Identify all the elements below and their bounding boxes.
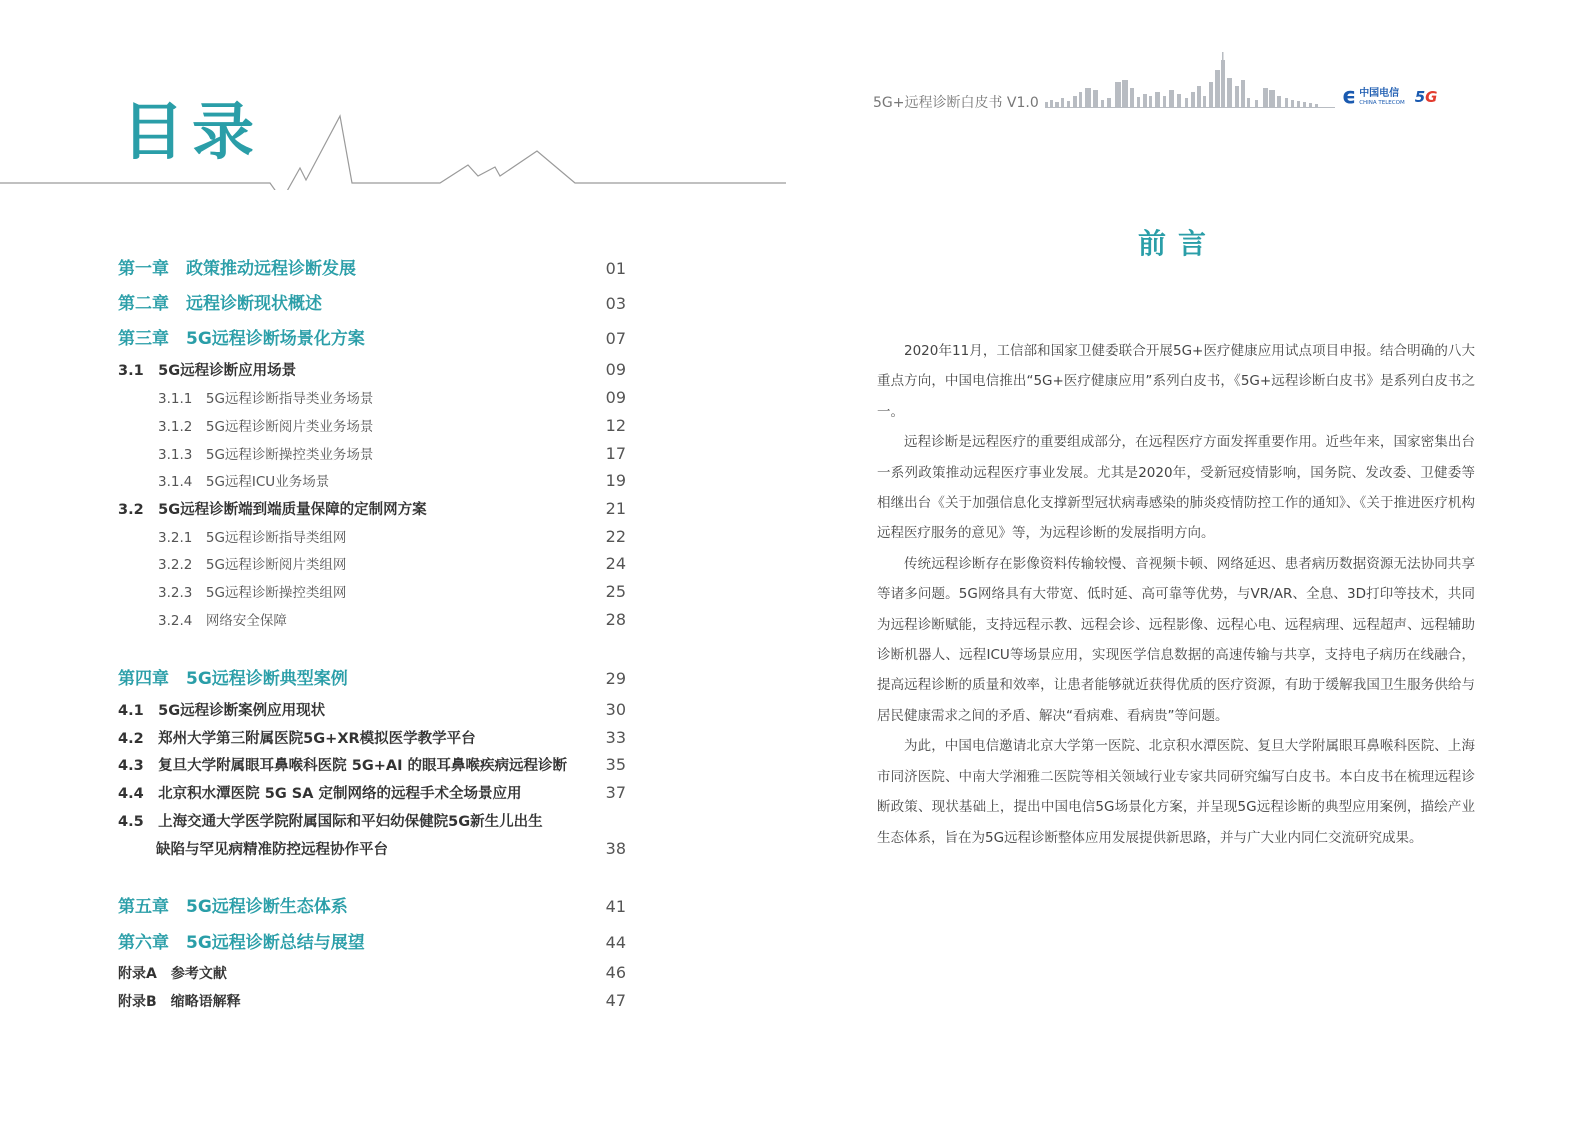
toc-item-label: 3.2.3 5G远程诊断操控类组网: [158, 585, 347, 601]
preface-paragraph-1: 2020年11月，工信部和国家卫健委联合开展5G+医疗健康应用试点项目申报。结合明确的八大重点方向，中国电信推出“5G+医疗健康应用”系列白皮书，《5G+远程诊断白皮书》是系列白皮书之一。: [877, 343, 1475, 420]
telecom-emblem-icon: ϵ: [1342, 84, 1357, 109]
toc-item-label: 3.1.2 5G远程诊断阅片类业务场景: [158, 419, 374, 435]
toc-item-label: 3.1.1 5G远程诊断指导类业务场景: [158, 391, 374, 407]
toc-item-sub-3-2-4[interactable]: [118, 609, 626, 629]
toc-item-chapter-1[interactable]: [118, 254, 626, 279]
toc-item-page: 33: [605, 728, 626, 747]
toc-item-sub-3-1-4[interactable]: [118, 470, 626, 490]
preface-paragraph-2: 远程诊断是远程医疗的重要组成部分，在远程医疗方面发挥重要作用。近些年来，国家密集出台一系列政策推动远程医疗事业发展。尤其是2020年，受新冠疫情影响，国务院、发改委、卫健委等相继出台《关于加强信息化支撑新型冠状病毒感染的肺炎疫情防控工作的通知》、《关于推进医疗机构远程医疗服务的意见》等，为远程诊断的发展指明方向。: [877, 434, 1475, 542]
toc-item-label: 第二章 远程诊断现状概述: [118, 294, 322, 314]
toc-item-chapter-6[interactable]: [118, 928, 626, 953]
toc-item-page: 41: [605, 897, 626, 916]
toc-item-label: 第五章 5G远程诊断生态体系: [118, 897, 348, 917]
toc-title: 目录: [122, 95, 263, 168]
toc-item-label: 4.3 复旦大学附属眼耳鼻喉科医院 5G+AI 的眼耳鼻喉疾病远程诊断: [118, 758, 568, 774]
toc-item-page: 17: [605, 444, 626, 463]
toc-item-page: 12: [605, 416, 626, 435]
toc-item-section-4-2[interactable]: [118, 727, 626, 748]
toc-item-page: 28: [605, 610, 626, 629]
toc-item-page: 21: [605, 499, 626, 518]
toc-item-sub-3-1-2[interactable]: [118, 415, 626, 435]
toc-item-page: 07: [605, 329, 626, 348]
toc-item-section-3-1[interactable]: [118, 359, 626, 380]
toc-item-page: 46: [605, 963, 626, 982]
toc-item-page: 09: [605, 388, 626, 407]
logo-text-en: CHINA TELECOM: [1359, 99, 1405, 106]
toc-item-page: 09: [605, 360, 626, 379]
doc-header-title: 5G+远程诊断白皮书 V1.0: [873, 95, 1039, 111]
china-telecom-logo: [1342, 84, 1472, 110]
toc-item-label: 3.2 5G远程诊断端到端质量保障的定制网方案: [118, 502, 427, 518]
toc-item-appendix-b[interactable]: [118, 991, 626, 1011]
toc-item-label: 4.4 北京积水潭医院 5G SA 定制网络的远程手术全场景应用: [118, 786, 522, 802]
toc-item-label: 4.1 5G远程诊断案例应用现状: [118, 703, 326, 719]
toc-item-label: 第一章 政策推动远程诊断发展: [118, 259, 356, 279]
logo-text: [1359, 88, 1405, 107]
toc-item-section-4-5-cont[interactable]: [118, 838, 626, 859]
toc-item-label: 附录A 参考文献: [118, 966, 227, 982]
toc-item-page: 01: [605, 259, 626, 278]
toc-item-label: 4.5 上海交通大学医学院附属国际和平妇幼保健院5G新生儿出生: [118, 814, 543, 830]
toc-item-label: 3.2.1 5G远程诊断指导类组网: [158, 530, 347, 546]
toc-item-label: 第六章 5G远程诊断总结与展望: [118, 933, 365, 953]
toc-item-sub-3-2-3[interactable]: [118, 581, 626, 601]
logo-g: G: [1425, 88, 1438, 106]
toc-item-chapter-4[interactable]: [118, 664, 626, 689]
toc-item-page: 37: [605, 783, 626, 802]
logo-5g-badge: [1415, 88, 1438, 106]
toc-item-sub-3-1-3[interactable]: [118, 443, 626, 463]
preface-title: 前言: [1138, 227, 1219, 260]
toc-item-page: 29: [605, 669, 626, 688]
toc-item-label: 附录B 缩略语解释: [118, 994, 241, 1010]
toc-item-page: 19: [605, 471, 626, 490]
toc-item-label: 3.2.2 5G远程诊断阅片类组网: [158, 557, 347, 573]
toc-item-page: 38: [605, 839, 626, 858]
toc-item-label: 3.1 5G远程诊断应用场景: [118, 363, 297, 379]
toc-item-page: 47: [605, 991, 626, 1010]
toc-item-section-4-3[interactable]: [118, 754, 626, 775]
toc-item-chapter-2[interactable]: [118, 289, 626, 314]
toc-item-appendix-a[interactable]: [118, 963, 626, 983]
preface-paragraph-4: 为此，中国电信邀请北京大学第一医院、北京积水潭医院、复旦大学附属眼耳鼻喉科医院、上海市同济医院、中南大学湘雅二医院等相关领域行业专家共同研究编写白皮书。本白皮书在梳理远程诊断政策、现状基础上，提出中国电信5G场景化方案，并呈现5G远程诊断的典型应用案例，描绘产业生态体系，旨在为5G远程诊断整体应用发展提供新思路，并与广大业内同仁交流研究成果。: [877, 738, 1475, 846]
logo-5: 5: [1414, 88, 1426, 106]
heartbeat-decoration: [0, 110, 790, 190]
toc-item-page: 22: [605, 527, 626, 546]
toc-item-page: 24: [605, 554, 626, 573]
preface-paragraph-3: 传统远程诊断存在影像资料传输较慢、音视频卡顿、网络延迟、患者病历数据资源无法协同共享等诸多问题。5G网络具有大带宽、低时延、高可靠等优势，与VR/AR、全息、3D打印等技术，共同为远程诊断赋能，支持远程示教、远程会诊、远程影像、远程心电、远程病理、远程超声、远程辅助诊断机器人、远程ICU等场景应用，实现医学信息数据的高速传输与共享，支持电子病历在线融合，提高远程诊断的质量和效率，让患者能够就近获得优质的医疗资源，有助于缓解我国卫生服务供给与居民健康需求之间的矛盾、解决“看病难、看病贵”等问题。: [877, 555, 1475, 724]
toc-item-section-4-1[interactable]: [118, 699, 626, 720]
toc-item-page: 44: [605, 933, 626, 952]
toc-item-section-4-5[interactable]: [118, 810, 626, 831]
city-skyline-decoration: [1045, 52, 1335, 108]
toc-item-label: 缺陷与罕见病精准防控远程协作平台: [156, 842, 388, 858]
toc-item-page: 25: [605, 582, 626, 601]
toc-item-label: 第三章 5G远程诊断场景化方案: [118, 329, 365, 349]
toc-item-section-3-2[interactable]: [118, 498, 626, 519]
toc-item-sub-3-1-1[interactable]: [118, 387, 626, 407]
toc-item-sub-3-2-1[interactable]: [118, 526, 626, 546]
toc-item-section-4-4[interactable]: [118, 782, 626, 803]
toc-item-label: 3.1.3 5G远程诊断操控类业务场景: [158, 447, 374, 463]
toc-item-label: 4.2 郑州大学第三附属医院5G+XR模拟医学教学平台: [118, 731, 476, 747]
toc-item-chapter-3[interactable]: [118, 324, 626, 349]
toc-item-page: 03: [605, 294, 626, 313]
toc-item-label: 3.2.4 网络安全保障: [158, 613, 287, 629]
preface-body: [877, 336, 1475, 853]
toc-item-page: 30: [605, 700, 626, 719]
toc-item-label: 第四章 5G远程诊断典型案例: [118, 669, 348, 689]
toc-item-page: 35: [605, 755, 626, 774]
toc-item-label: 3.1.4 5G远程ICU业务场景: [158, 474, 330, 490]
toc-item-chapter-5[interactable]: [118, 892, 626, 917]
toc-item-sub-3-2-2[interactable]: [118, 553, 626, 573]
logo-text-cn: 中国电信: [1359, 87, 1400, 99]
